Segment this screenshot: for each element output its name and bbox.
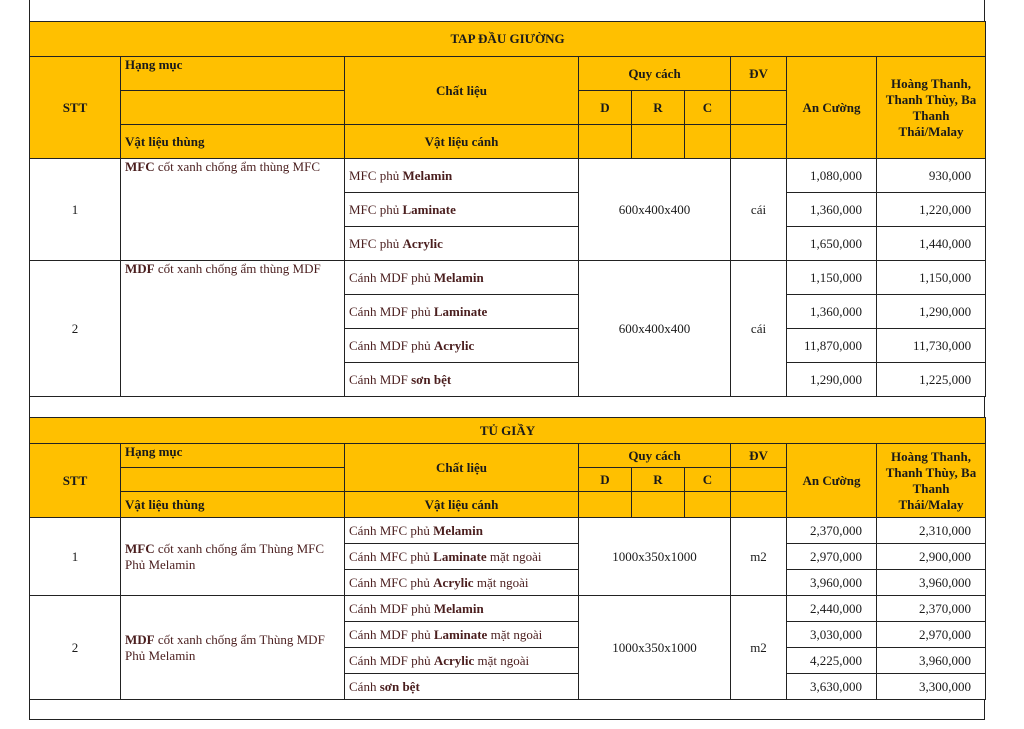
door-material-cell: [345, 544, 579, 570]
header-blank: [685, 125, 731, 159]
door-material-cell: [345, 648, 579, 674]
door-material-prefix: MFC phủ: [349, 167, 403, 183]
price-hoang-thanh: 1,225,000: [877, 363, 986, 397]
material-cell: [121, 518, 345, 596]
door-material-finish: sơn bệt: [411, 371, 452, 387]
header-c: C: [685, 91, 731, 125]
material-description: cốt xanh chống ẩm thùng MDF: [154, 261, 321, 276]
section-gap: [29, 397, 985, 417]
table-row: [30, 596, 986, 622]
header-hoang-thanh: Hoàng Thanh, Thanh Thùy, Ba Thanh Thái/Malay: [877, 57, 986, 159]
door-material-finish: Acrylic: [433, 574, 474, 590]
table-row: [30, 261, 986, 295]
header-blank: [632, 125, 685, 159]
price-an-cuong: 1,360,000: [787, 295, 877, 329]
price-table-tap-dau-giuong: [29, 21, 986, 397]
header-an-cuong: An Cường: [787, 57, 877, 159]
price-an-cuong: 1,290,000: [787, 363, 877, 397]
unit-cell: cái: [731, 159, 787, 261]
header-d: D: [579, 468, 632, 492]
door-material-finish: Melamin: [433, 522, 483, 538]
door-material-prefix: Cánh MDF phủ: [349, 626, 434, 642]
door-material-prefix: MFC phủ: [349, 235, 403, 251]
price-an-cuong: 1,150,000: [787, 261, 877, 295]
stt-cell: 1: [30, 159, 121, 261]
header-dv: ĐV: [731, 57, 787, 91]
material-name: MFC: [125, 540, 155, 556]
door-material-prefix: Cánh MDF: [349, 371, 412, 387]
price-an-cuong: 2,370,000: [787, 518, 877, 544]
price-hoang-thanh: 930,000: [877, 159, 986, 193]
door-material-prefix: Cánh MFC phủ: [349, 574, 434, 590]
header-quy-cach: Quy cách: [579, 444, 731, 468]
door-material-prefix: Cánh MFC phủ: [349, 522, 434, 538]
door-material-finish: Acrylic: [433, 652, 475, 668]
price-hoang-thanh: 1,290,000: [877, 295, 986, 329]
header-r: R: [632, 91, 685, 125]
header-chat-lieu: Chất liệu: [345, 57, 579, 125]
header-vat-lieu-canh: Vật liệu cánh: [345, 492, 579, 518]
material-cell: [121, 159, 345, 261]
sheet-bottom-gap: [29, 700, 985, 720]
header-blank: [685, 492, 731, 518]
header-stt: STT: [30, 444, 121, 518]
unit-cell: m2: [731, 518, 787, 596]
door-material-finish: Acrylic: [433, 337, 475, 353]
size-cell: 600x400x400: [579, 159, 731, 261]
header-blank: [731, 492, 787, 518]
size-cell: 600x400x400: [579, 261, 731, 397]
price-an-cuong: 3,030,000: [787, 622, 877, 648]
door-material-cell: [345, 261, 579, 295]
header-vat-lieu-canh: Vật liệu cánh: [345, 125, 579, 159]
sheet-top-border: [29, 0, 985, 22]
price-hoang-thanh: 2,370,000: [877, 596, 986, 622]
door-material-cell: [345, 596, 579, 622]
header-hang-muc: Hạng mục: [121, 444, 345, 468]
material-name: MDF: [125, 631, 155, 647]
header-hang-muc: Hạng mục: [121, 57, 345, 91]
price-hoang-thanh: 2,310,000: [877, 518, 986, 544]
door-material-cell: [345, 193, 579, 227]
door-material-prefix: Cánh MDF phủ: [349, 269, 434, 285]
header-chat-lieu: Chất liệu: [345, 444, 579, 492]
header-dv-blank: [731, 468, 787, 492]
table-row: [30, 159, 986, 193]
door-material-prefix: Cánh MDF phủ: [349, 303, 434, 319]
door-material-finish: Melamin: [433, 269, 484, 285]
header-blank: [731, 125, 787, 159]
material-description: cốt xanh chống ẩm Thùng MFC Phủ Melamin: [125, 540, 325, 572]
section-title: TAP ĐẦU GIƯỜNG: [30, 22, 986, 57]
price-an-cuong: 11,870,000: [787, 329, 877, 363]
price-table-tu-giay: [29, 417, 986, 700]
door-material-prefix: Cánh MFC phủ: [349, 548, 434, 564]
header-stt: STT: [30, 57, 121, 159]
price-an-cuong: 1,650,000: [787, 227, 877, 261]
price-sheet: [29, 21, 985, 720]
price-hoang-thanh: 3,960,000: [877, 570, 986, 596]
material-name: MFC: [125, 159, 155, 174]
header-vat-lieu-thung: Vật liệu thùng: [121, 492, 345, 518]
header-dv: ĐV: [731, 444, 787, 468]
door-material-finish: Laminate: [433, 303, 488, 319]
price-hoang-thanh: 2,970,000: [877, 622, 986, 648]
door-material-cell: [345, 674, 579, 700]
price-an-cuong: 4,225,000: [787, 648, 877, 674]
door-material-prefix: MFC phủ: [349, 201, 403, 217]
header-blank: [632, 492, 685, 518]
header-hang-muc-blank: [121, 91, 345, 125]
unit-cell: m2: [731, 596, 787, 700]
door-material-finish: sơn bệt: [379, 678, 420, 694]
price-hoang-thanh: 1,440,000: [877, 227, 986, 261]
header-blank: [579, 492, 632, 518]
material-name: MDF: [125, 261, 155, 276]
door-material-finish: Laminate: [433, 626, 488, 642]
price-an-cuong: 1,080,000: [787, 159, 877, 193]
header-hoang-thanh: Hoàng Thanh, Thanh Thùy, Ba Thanh Thái/Malay: [877, 444, 986, 518]
door-material-finish: Melamin: [433, 600, 484, 616]
price-hoang-thanh: 3,960,000: [877, 648, 986, 674]
price-an-cuong: 2,440,000: [787, 596, 877, 622]
header-dv-blank: [731, 91, 787, 125]
price-an-cuong: 2,970,000: [787, 544, 877, 570]
price-hoang-thanh: 2,900,000: [877, 544, 986, 570]
size-cell: 1000x350x1000: [579, 596, 731, 700]
header-c: C: [685, 468, 731, 492]
header-vat-lieu-thung: Vật liệu thùng: [121, 125, 345, 159]
price-an-cuong: 3,630,000: [787, 674, 877, 700]
price-hoang-thanh: 1,150,000: [877, 261, 986, 295]
material-description: cốt xanh chống ẩm Thùng MDF Phủ Melamin: [125, 631, 325, 663]
price-an-cuong: 1,360,000: [787, 193, 877, 227]
door-material-cell: [345, 227, 579, 261]
door-material-prefix: Cánh MDF phủ: [349, 337, 434, 353]
price-hoang-thanh: 1,220,000: [877, 193, 986, 227]
door-material-cell: [345, 622, 579, 648]
door-material-cell: [345, 518, 579, 544]
header-r: R: [632, 468, 685, 492]
door-material-finish: Laminate: [402, 201, 456, 217]
door-material-suffix: mặt ngoài: [474, 652, 530, 668]
section-title: TỦ GIẦY: [30, 418, 986, 444]
header-an-cuong: An Cường: [787, 444, 877, 518]
stt-cell: 2: [30, 261, 121, 397]
unit-cell: cái: [731, 261, 787, 397]
door-material-finish: Melamin: [402, 167, 453, 183]
door-material-finish: Acrylic: [402, 235, 443, 251]
header-d: D: [579, 91, 632, 125]
header-quy-cach: Quy cách: [579, 57, 731, 91]
door-material-suffix: mặt ngoài: [486, 548, 542, 564]
door-material-cell: [345, 159, 579, 193]
door-material-finish: Laminate: [433, 548, 487, 564]
header-hang-muc-blank: [121, 468, 345, 492]
header-blank: [579, 125, 632, 159]
price-hoang-thanh: 3,300,000: [877, 674, 986, 700]
material-cell: [121, 261, 345, 397]
door-material-prefix: Cánh: [349, 678, 380, 694]
price-hoang-thanh: 11,730,000: [877, 329, 986, 363]
door-material-cell: [345, 329, 579, 363]
door-material-cell: [345, 363, 579, 397]
price-an-cuong: 3,960,000: [787, 570, 877, 596]
stt-cell: 1: [30, 518, 121, 596]
table-row: [30, 518, 986, 544]
material-cell: [121, 596, 345, 700]
door-material-cell: [345, 570, 579, 596]
door-material-prefix: Cánh MDF phủ: [349, 652, 434, 668]
door-material-suffix: mặt ngoài: [487, 626, 543, 642]
size-cell: 1000x350x1000: [579, 518, 731, 596]
door-material-prefix: Cánh MDF phủ: [349, 600, 434, 616]
stt-cell: 2: [30, 596, 121, 700]
material-description: cốt xanh chống ẩm thùng MFC: [154, 159, 320, 174]
door-material-suffix: mặt ngoài: [473, 574, 529, 590]
door-material-cell: [345, 295, 579, 329]
